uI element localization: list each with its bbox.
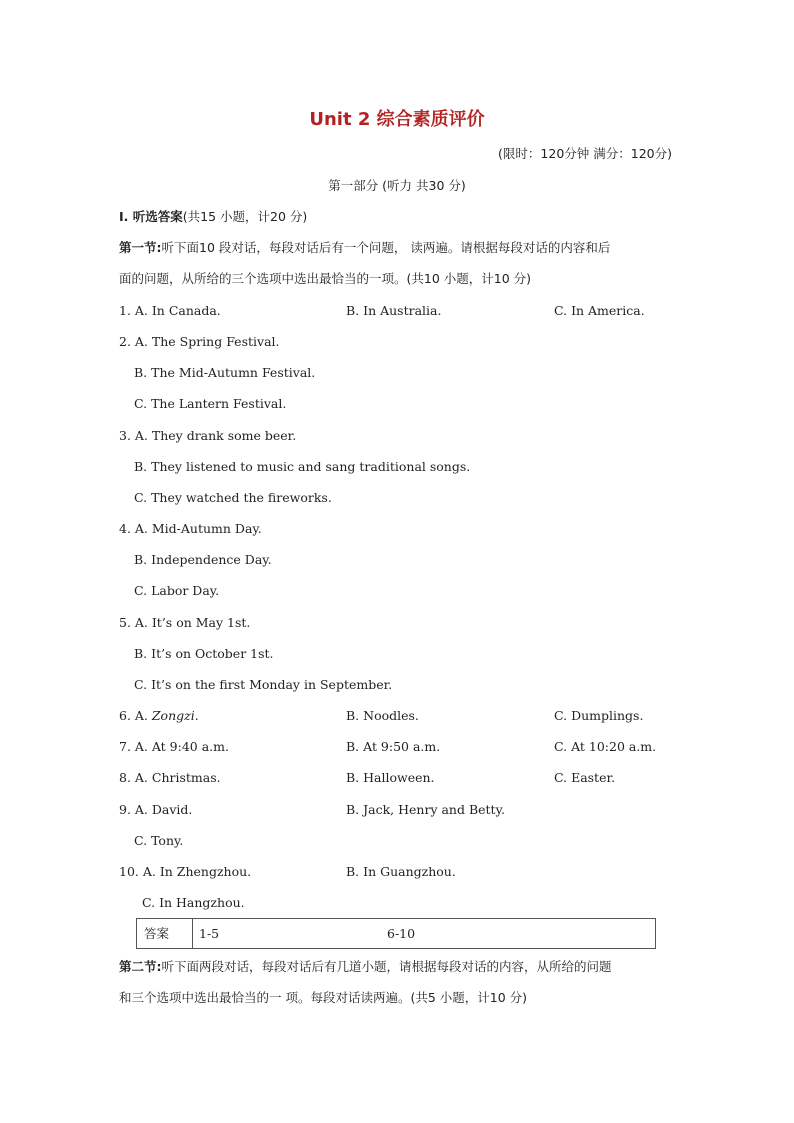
q4-option-c: C. Labor Day. [134, 583, 220, 598]
answer-table [136, 918, 656, 949]
answer-range-6-10[interactable]: 6-10 [387, 926, 416, 941]
q8-option-b: B. Halloween. [346, 770, 435, 785]
time-score-limits: (限时：120分钟 满分：120分) [498, 146, 672, 161]
q6-option-a-italic: Zongzi [151, 708, 195, 723]
q1-option-c: C. In America. [554, 303, 645, 318]
part1-instructions-line2: 面的问题，从所给的三个选项中选出最恰当的一项。(共10 小题，计10 分) [119, 271, 532, 286]
q10-option-c: C. In Hangzhou. [142, 895, 245, 910]
part1-text-1: 听下面10 段对话，每段对话后有一个问题， 读两遍。请根据每段对话的内容和后 [161, 240, 611, 255]
q3-option-b: B. They listened to music and sang traditional songs. [134, 459, 471, 474]
q2-option-a: 2. A. The Spring Festival. [119, 334, 280, 349]
q6-option-a-suffix: . [194, 708, 199, 723]
q3-option-c: C. They watched the fireworks. [134, 490, 332, 505]
part-heading-text: 第一部分 (听力 共30 分) [328, 178, 466, 193]
part1-instructions-line1 [119, 240, 610, 256]
q5-option-b: B. It’s on October 1st. [134, 646, 274, 661]
q6-option-b: B. Noodles. [346, 708, 419, 723]
part2-lead: 第二节: [119, 959, 162, 974]
q9-option-a: 9. A. David. [119, 802, 193, 817]
q10-option-b: B. In Guangzhou. [346, 864, 456, 879]
q2-option-c: C. The Lantern Festival. [134, 396, 287, 411]
q5-option-c: C. It’s on the first Monday in September. [134, 677, 393, 692]
section-heading-detail: (共15 小题，计20 分) [182, 209, 308, 224]
q10-option-a: 10. A. In Zhengzhou. [119, 864, 252, 879]
q8-option-c: C. Easter. [554, 770, 616, 785]
answer-table-divider [192, 919, 193, 948]
q6-option-c: C. Dumplings. [554, 708, 644, 723]
part2-instructions-line1 [119, 959, 612, 975]
part2-text-1: 听下面两段对话，每段对话后有几道小题，请根据每段对话的内容，从所给的问题 [161, 959, 612, 974]
page-title: Unit 2 综合素质评价 [309, 109, 485, 130]
q9-option-b: B. Jack, Henry and Betty. [346, 802, 505, 817]
q1-option-b: B. In Australia. [346, 303, 442, 318]
q7-option-a: 7. A. At 9:40 a.m. [119, 739, 229, 754]
part1-lead: 第一节: [119, 240, 162, 255]
answer-label: 答案 [144, 926, 170, 941]
part2-instructions-line2: 和三个选项中选出最恰当的一 项。每段对话读两遍。(共5 小题，计10 分) [119, 990, 528, 1005]
q4-option-b: B. Independence Day. [134, 552, 272, 567]
q4-option-a: 4. A. Mid-Autumn Day. [119, 521, 262, 536]
q6-option-a-prefix: 6. A. [119, 708, 152, 723]
q1-option-a: 1. A. In Canada. [119, 303, 221, 318]
q2-option-b: B. The Mid-Autumn Festival. [134, 365, 316, 380]
q7-option-c: C. At 10:20 a.m. [554, 739, 657, 754]
q8-option-a: 8. A. Christmas. [119, 770, 221, 785]
q5-option-a: 5. A. It’s on May 1st. [119, 615, 251, 630]
section-heading-label: I. 听选答案 [119, 209, 183, 224]
q6-option-a [119, 708, 199, 724]
q9-option-c: C. Tony. [134, 833, 184, 848]
q7-option-b: B. At 9:50 a.m. [346, 739, 441, 754]
answer-range-1-5[interactable]: 1-5 [199, 926, 220, 941]
part-heading [0, 178, 794, 194]
q3-option-a: 3. A. They drank some beer. [119, 428, 297, 443]
section-heading [119, 209, 307, 225]
